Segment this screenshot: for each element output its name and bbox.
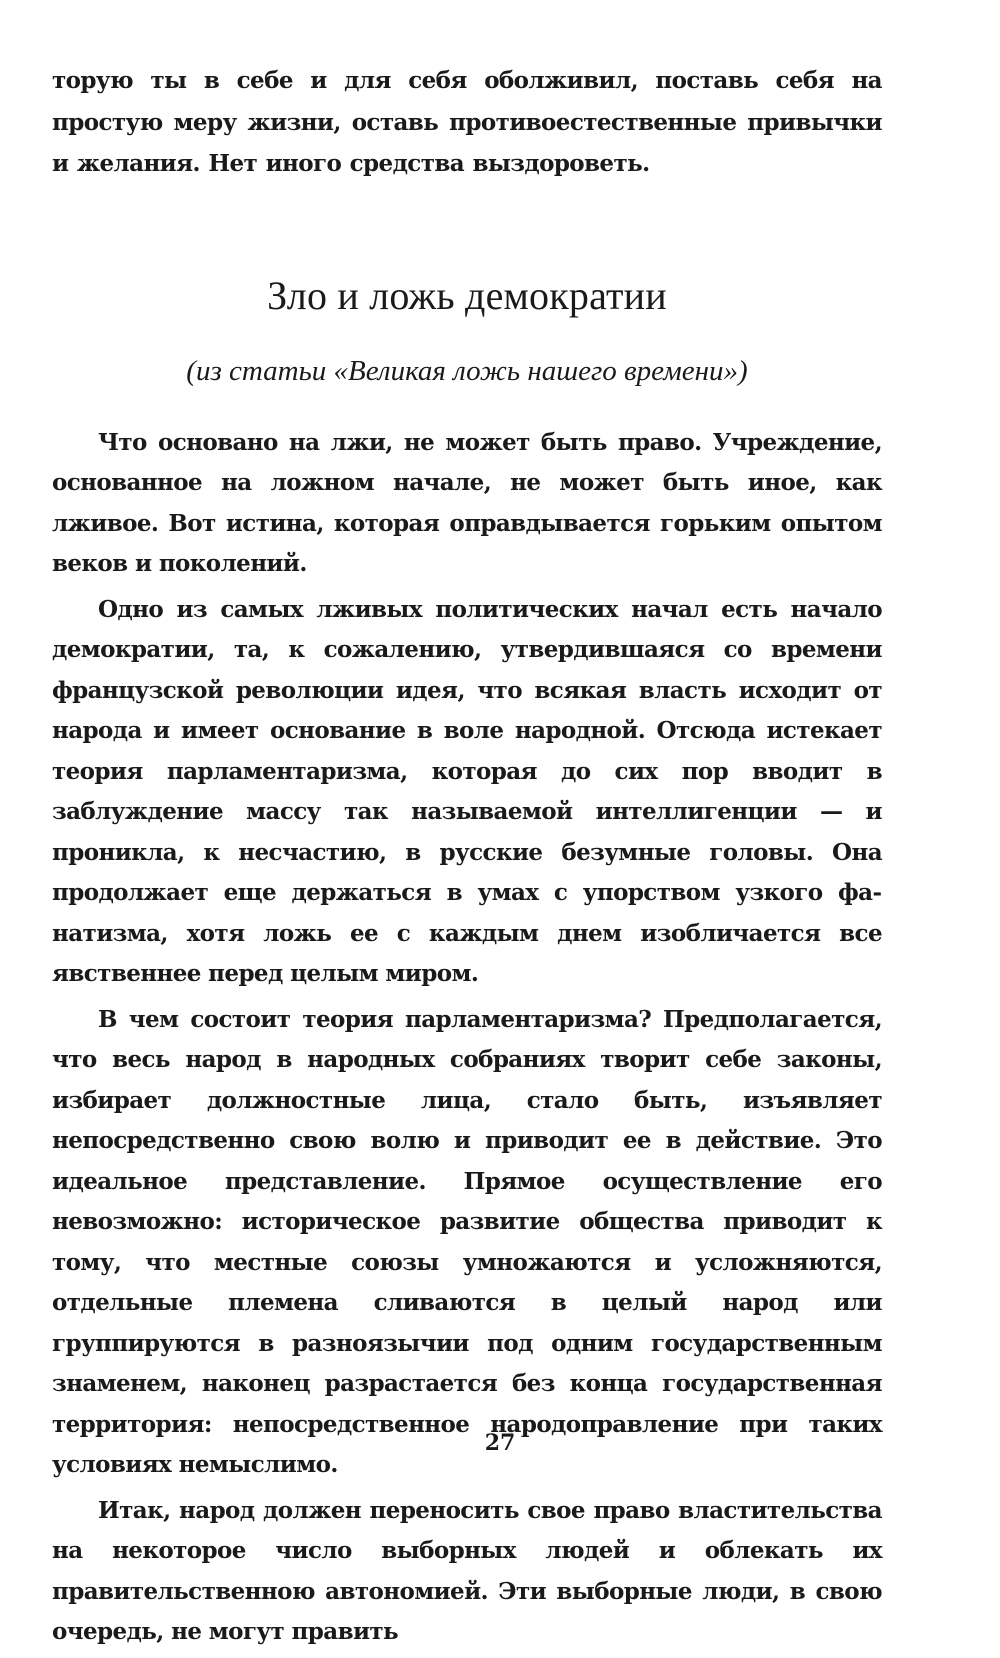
section-body bbox=[52, 423, 882, 1653]
section-subtitle: (из статьи «Великая ложь нашего времени») bbox=[186, 354, 748, 387]
paragraph: В чем состоит теория парламентаризма? Предполагается, что весь народ в народных собраниях творит себе законы, избирает должностные лица, стало быть, изъявляет непосредственно свою волю и приводит ее в действие. Это идеальное представление. Прямое осуществление его невозможно: историческое развитие общества приводит к тому, что местные союзы умножаются и усложняются, отдельные племена сливаются в целый народ или группируются в разноязычии под одним государственным знаменем, наконец разрастается без конца государственная территория: непосредственное народоправление при таких условиях немыслимо. bbox=[52, 1005, 882, 1478]
paragraph: Одно из самых лживых политических начал есть начало демократии, та, к сожалению, утвердившаяся со времени французской революции идея, что всякая власть исходит от народа и имеет основание в воле народной. Отсюда истекает теория парламентаризма, которая до сих пор вводит в заблуждение массу так называемой интеллигенции — и проникла, к несчастию, в русские безумные головы. Она продолжает еще держаться в умах с упорством узкого фанатизма, хотя ложь ее с каждым днем изобличается все явственнее перед целым миром. bbox=[52, 595, 882, 987]
continued-paragraph: торую ты в себе и для себя оболживил, поставь себя на простую меру жизни, оставь противоестественные привычки и желания. Нет иного средства выздороветь. bbox=[52, 67, 882, 177]
paragraph: Что основано на лжи, не может быть право. Учреждение, основанное на ложном начале, не может быть иное, как лживое. Вот истина, которая оправдывается горьким опытом веков и поколений. bbox=[52, 428, 882, 577]
section-title: Зло и ложь демократии bbox=[267, 272, 667, 318]
page-number: 27 bbox=[484, 1430, 516, 1456]
paragraph: Итак, народ должен переносить свое право властительства на некоторое число выборных людей и облекать их правительственною автономией. Эти выборные люди, в свою очередь, не могут править bbox=[52, 1496, 882, 1645]
page-content bbox=[52, 60, 882, 1658]
